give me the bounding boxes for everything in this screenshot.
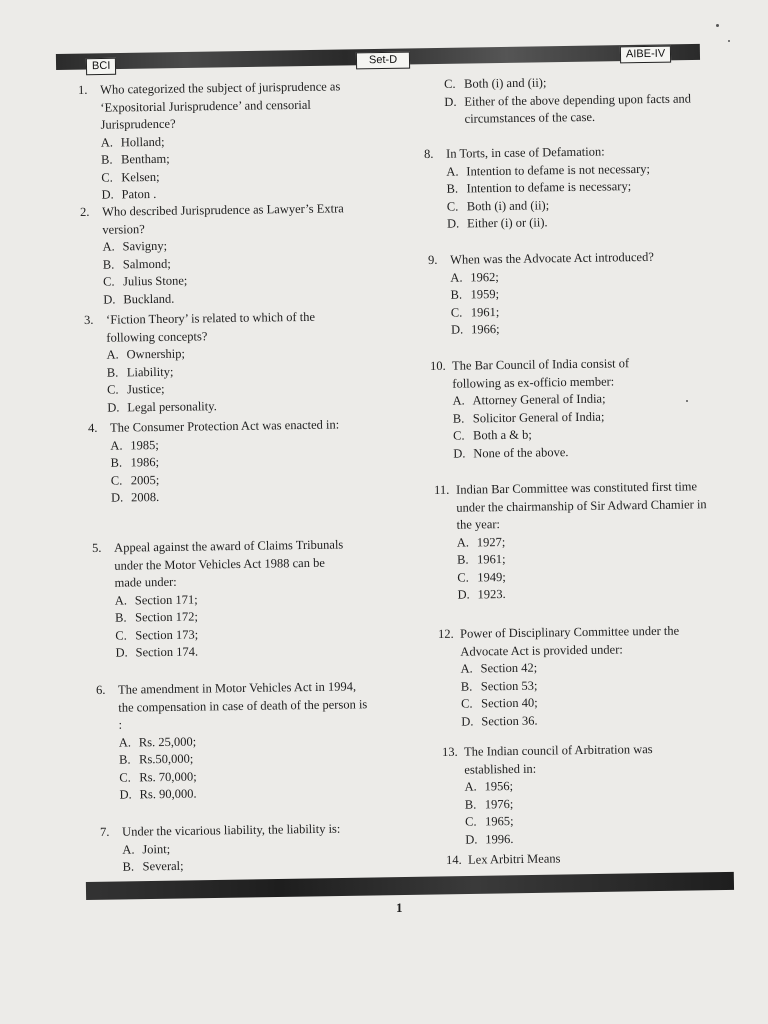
option-letter: D. xyxy=(446,216,460,231)
option-letter: B. xyxy=(106,365,119,380)
option-letter: C. xyxy=(452,428,465,443)
option-text: Rs. 25,000; xyxy=(138,734,197,749)
option-text: 1949; xyxy=(477,569,506,584)
option xyxy=(119,783,377,804)
option-letter: B. xyxy=(452,411,465,426)
question-number: 13. xyxy=(442,744,458,759)
option-text: Justice; xyxy=(126,381,165,397)
option-letter: B. xyxy=(122,859,135,874)
option-letter: B. xyxy=(446,181,459,196)
option-text: 1965; xyxy=(484,814,514,829)
option-text: 1927; xyxy=(476,534,506,549)
option-text: 1956; xyxy=(484,779,514,794)
question-text: Indian Bar Committee was constituted first time under the chairmanship of Sir Adward Chamier in the year: xyxy=(456,479,707,532)
options-list xyxy=(80,235,361,309)
scan-speck xyxy=(728,40,730,42)
option-text: 1985; xyxy=(130,437,159,452)
option-text: Section 42; xyxy=(480,660,538,676)
option-text: Savigny; xyxy=(122,238,168,254)
question-text: Who described Jurisprudence as Lawyer’s Extra version? xyxy=(102,201,344,237)
option-letter: A. xyxy=(106,347,119,362)
header-bci-tag: BCI xyxy=(86,58,117,75)
header-set-tag: Set-D xyxy=(356,52,410,70)
question-4 xyxy=(88,416,369,507)
q7-continuation xyxy=(444,72,705,128)
header-aibe-tag: AIBE-IV xyxy=(620,46,671,64)
question-text: Appeal against the award of Claims Tribunals under the Motor Vehicles Act 1988 can be made under: xyxy=(114,537,344,590)
option-letter: A. xyxy=(118,735,132,750)
option-text: 1959; xyxy=(470,287,500,302)
option-text: Both a & b; xyxy=(472,427,532,443)
options-list xyxy=(93,589,374,663)
option-text: Both (i) and (ii); xyxy=(464,75,547,91)
option-text: Kelsen; xyxy=(121,169,160,184)
option xyxy=(122,855,380,876)
option xyxy=(451,318,709,339)
option-letter: C. xyxy=(457,570,469,585)
question-text: Under the vicarious liability, the liability is: xyxy=(122,821,341,839)
option xyxy=(453,442,711,463)
option-text: Either (i) or (ii). xyxy=(466,215,548,231)
question-13 xyxy=(442,740,723,849)
option xyxy=(107,396,365,417)
options-list xyxy=(430,389,711,463)
question-7 xyxy=(100,820,381,876)
option-letter: B. xyxy=(460,679,473,694)
option-letter: B. xyxy=(100,152,113,167)
question-2 xyxy=(80,200,361,309)
question-number: 1. xyxy=(78,82,88,97)
option-letter: D. xyxy=(101,187,114,202)
option-text: Intention to defame is necessary; xyxy=(466,179,632,196)
option-text: Section 173; xyxy=(135,627,199,642)
option-text: 1962; xyxy=(470,269,499,284)
question-5 xyxy=(92,536,374,662)
option-text: Ownership; xyxy=(126,346,186,362)
options-list xyxy=(84,343,365,417)
option-letter: B. xyxy=(102,257,115,272)
option-letter: A. xyxy=(456,535,470,550)
option-text: Liability; xyxy=(126,364,174,379)
option-text: Section 174. xyxy=(135,644,199,660)
option-letter: C. xyxy=(110,473,123,488)
question-text: The amendment in Motor Vehicles Act in 1994, the compensation in case of death of the person is : xyxy=(118,679,368,732)
page-number: 1 xyxy=(396,900,403,915)
option-letter: C. xyxy=(101,170,113,185)
option-text: Rs. 90,000. xyxy=(139,786,197,802)
options-list xyxy=(424,160,705,234)
option-text: Both (i) and (ii); xyxy=(466,197,550,213)
option-letter: C. xyxy=(119,770,131,785)
option-letter: D. xyxy=(110,490,124,505)
question-text: Lex Arbitri Means xyxy=(468,851,561,867)
options-list xyxy=(79,131,360,205)
question-text: Who categorized the subject of jurisprudence as ‘Expositorial Jurisprudence’ and censorial Jurisprudence? xyxy=(100,79,341,132)
options-list xyxy=(435,531,716,605)
option-text: 2008. xyxy=(130,490,160,505)
options-list xyxy=(438,657,719,731)
option-text: Section 36. xyxy=(481,713,538,728)
question-text: Power of Disciplinary Committee under the Advocate Act is provided under: xyxy=(460,623,680,659)
option-text: Rs.50,000; xyxy=(138,751,194,767)
option-text: 2005; xyxy=(130,472,160,487)
footer-band xyxy=(86,872,734,900)
question-number: 12. xyxy=(438,626,454,641)
option-text: 1961; xyxy=(476,552,506,567)
option xyxy=(447,212,705,233)
question-text: In Torts, in case of Defamation: xyxy=(446,144,605,161)
option-letter: D. xyxy=(457,587,470,602)
question-number: 6. xyxy=(96,682,106,697)
option-text: 1996. xyxy=(485,831,514,846)
option-text: Rs. 70,000; xyxy=(139,769,197,784)
option-letter: D. xyxy=(453,446,466,461)
option xyxy=(461,710,719,731)
option-letter: C. xyxy=(102,274,115,289)
options-list xyxy=(100,838,380,877)
option-text: Section 171; xyxy=(134,592,198,607)
option-letter: B. xyxy=(110,455,123,470)
option-text: Intention to defame is not necessary; xyxy=(466,161,651,178)
question-number: 2. xyxy=(80,204,90,219)
option-text: 1923. xyxy=(477,587,506,602)
question-number: 3. xyxy=(84,312,94,327)
option-letter: C. xyxy=(444,76,456,91)
option-letter: D. xyxy=(103,292,116,307)
options-list xyxy=(442,775,723,849)
option xyxy=(465,828,723,849)
option xyxy=(115,641,373,662)
option-letter: A. xyxy=(110,438,123,453)
question-3 xyxy=(84,308,365,417)
question-1 xyxy=(78,78,360,204)
question-number: 7. xyxy=(100,824,110,839)
option-text: Section 53; xyxy=(480,678,538,693)
option-text: Holland; xyxy=(120,134,165,149)
option-letter: A. xyxy=(446,164,459,179)
option xyxy=(111,486,369,507)
option-text: 1986; xyxy=(130,455,160,470)
option-letter: C. xyxy=(450,305,463,320)
question-number: 8. xyxy=(424,146,434,161)
question-number: 4. xyxy=(88,420,98,435)
option-letter: B. xyxy=(464,797,477,812)
option-letter: D. xyxy=(107,400,120,415)
option-text: 1966; xyxy=(470,322,500,337)
question-9 xyxy=(428,248,709,339)
option-text: Salmond; xyxy=(122,256,171,271)
scan-speck xyxy=(716,24,719,27)
option-letter: B. xyxy=(450,287,463,302)
option xyxy=(457,583,715,604)
option-letter: A. xyxy=(122,842,135,857)
option-letter: B. xyxy=(114,610,127,625)
option-letter: B. xyxy=(118,752,131,767)
option-text: None of the above. xyxy=(473,444,569,460)
question-number: 9. xyxy=(428,252,438,267)
option-letter: A. xyxy=(114,593,128,608)
question-text: ‘Fiction Theory’ is related to which of the following concepts? xyxy=(106,309,316,345)
option-letter: A. xyxy=(452,393,465,408)
option-text: Attorney General of India; xyxy=(472,391,606,408)
question-number: 14. xyxy=(446,852,462,867)
question-10 xyxy=(430,354,711,463)
option-letter: A. xyxy=(100,135,114,150)
option-text: 1961; xyxy=(470,304,500,319)
option-letter: D. xyxy=(461,714,474,729)
question-number: 10. xyxy=(430,358,446,373)
option-letter: C. xyxy=(446,199,459,214)
question-text: The Indian council of Arbitration was established in: xyxy=(464,742,653,777)
option xyxy=(103,288,361,309)
option-text: Paton . xyxy=(121,186,157,202)
question-6 xyxy=(96,678,378,804)
options-list xyxy=(97,731,378,805)
option-letter: D. xyxy=(450,322,464,337)
options-list xyxy=(88,434,369,508)
option-letter: A. xyxy=(464,779,477,794)
question-number: 5. xyxy=(92,540,102,555)
option-text: Solicitor General of India; xyxy=(472,409,605,425)
option-text: 1976; xyxy=(484,796,514,811)
option-letter: C. xyxy=(115,628,127,643)
option-letter: C. xyxy=(464,814,477,829)
question-11 xyxy=(434,478,716,604)
option-text: Several; xyxy=(142,858,184,874)
option-letter: C. xyxy=(460,696,473,711)
option-text: Bentham; xyxy=(120,151,170,167)
question-text: When was the Advocate Act introduced? xyxy=(450,249,654,267)
option-letter: D. xyxy=(465,832,478,847)
question-14 xyxy=(446,848,726,869)
question-text: The Consumer Protection Act was enacted in: xyxy=(110,417,340,435)
option-text: Joint; xyxy=(142,841,171,856)
option-letter: D. xyxy=(444,94,457,109)
option-letter: D. xyxy=(119,787,132,802)
option-letter: A. xyxy=(460,661,473,676)
question-text: The Bar Council of India consist of following as ex-officio member: xyxy=(452,356,630,391)
scan-speck xyxy=(686,400,688,402)
option-text: Legal personality. xyxy=(127,398,217,414)
question-number: 11. xyxy=(434,482,450,497)
option-letter: B. xyxy=(456,552,469,567)
option-text: Julius Stone; xyxy=(122,273,188,289)
option xyxy=(444,90,704,129)
option-text: Section 172; xyxy=(134,609,199,625)
question-8 xyxy=(424,142,705,233)
option-letter: A. xyxy=(450,270,463,285)
option-letter: D. xyxy=(115,645,128,660)
option-text: Buckland. xyxy=(123,291,175,306)
options-list xyxy=(428,266,709,340)
option-letter: A. xyxy=(102,239,115,254)
option-letter: C. xyxy=(106,382,119,397)
option-text: Section 40; xyxy=(480,695,538,711)
question-12 xyxy=(438,622,719,731)
option-text: Either of the above depending upon facts and circumstances of the case. xyxy=(464,91,692,126)
